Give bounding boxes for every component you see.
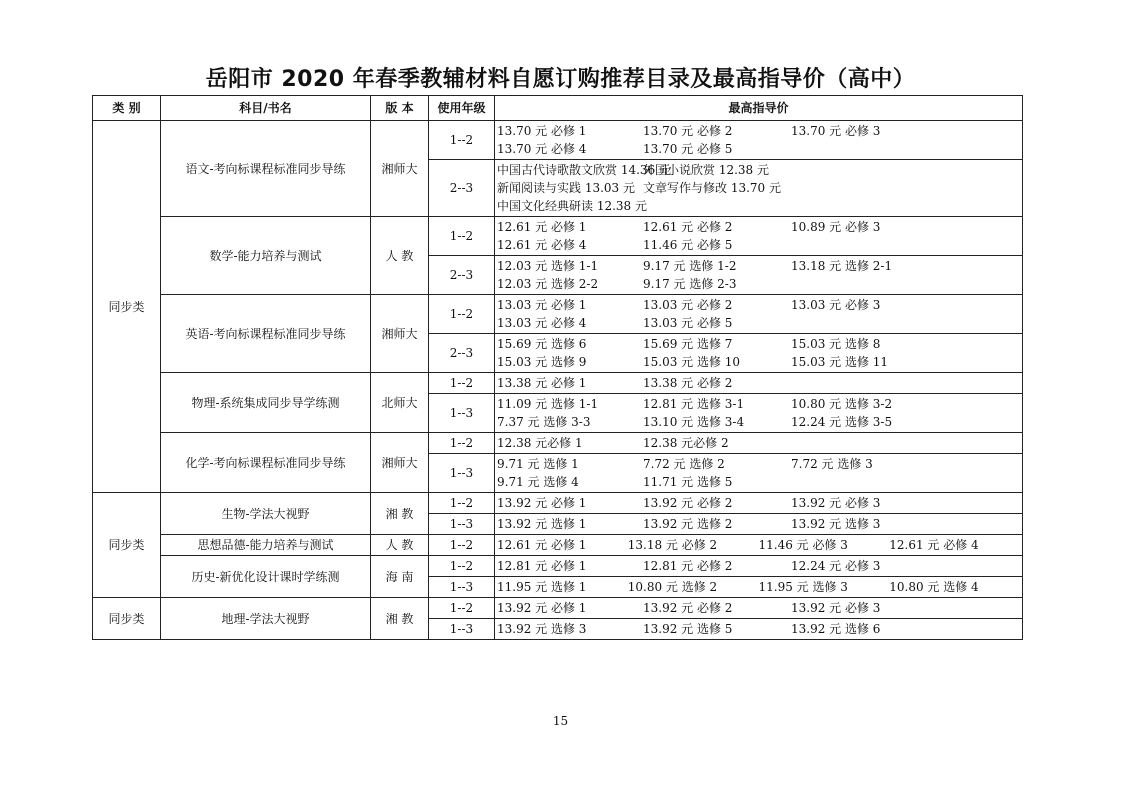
header-subject: 科目/书名 — [161, 96, 371, 121]
price-cell — [495, 334, 1023, 373]
category-cell: 同步类 — [93, 493, 161, 598]
price-item: 13.92 元 必修 3 — [791, 496, 881, 510]
price-item: 13.03 元 必修 1 — [497, 298, 587, 312]
price-item: 12.61 元 必修 1 — [497, 538, 587, 552]
subject-cell: 数学-能力培养与测试 — [161, 217, 371, 295]
edition-cell: 人 教 — [371, 535, 429, 556]
price-line — [497, 236, 1020, 254]
page-title: 岳阳市 2020 年春季教辅材料自愿订购推荐目录及最高指导价（高中） — [205, 67, 916, 92]
grade-cell: 1--3 — [429, 394, 495, 433]
price-item: 13.70 元 必修 2 — [643, 124, 733, 138]
price-item: 13.70 元 必修 3 — [791, 124, 881, 138]
edition-cell: 湘 教 — [371, 598, 429, 640]
price-line — [497, 197, 1020, 215]
grade-cell: 1--2 — [429, 598, 495, 619]
price-item: 10.80 元 选修 3-2 — [791, 397, 893, 411]
price-item: 新闻阅读与实践 13.03 元 — [497, 181, 635, 195]
price-item: 12.61 元 必修 4 — [497, 238, 587, 252]
price-item: 13.18 元 选修 2-1 — [791, 259, 893, 273]
price-item: 9.71 元 选修 4 — [497, 475, 579, 489]
price-line — [497, 257, 1020, 275]
price-item: 13.03 元 必修 4 — [497, 316, 587, 330]
price-line — [497, 455, 1020, 473]
edition-cell: 湘师大 — [371, 295, 429, 373]
price-item: 13.92 元 必修 1 — [497, 601, 587, 615]
price-item: 12.24 元 选修 3-5 — [791, 415, 893, 429]
price-item: 11.95 元 选修 1 — [497, 580, 587, 594]
price-cell — [495, 535, 1023, 556]
header-edition: 版 本 — [371, 96, 429, 121]
price-cell — [495, 454, 1023, 493]
price-item: 7.72 元 选修 3 — [791, 457, 873, 471]
subject-cell: 物理-系统集成同步导学练测 — [161, 373, 371, 433]
price-item: 11.46 元 必修 5 — [643, 238, 733, 252]
page-number: 15 — [552, 714, 569, 728]
grade-cell: 2--3 — [429, 160, 495, 217]
price-item: 13.92 元 选修 1 — [497, 517, 587, 531]
price-line — [497, 140, 1020, 158]
price-cell — [495, 493, 1023, 514]
price-item: 13.38 元 必修 2 — [643, 376, 733, 390]
edition-cell: 湘师大 — [371, 433, 429, 493]
price-cell — [495, 598, 1023, 619]
price-item: 12.61 元 必修 1 — [497, 220, 587, 234]
price-line — [497, 275, 1020, 293]
subject-cell: 语文-考向标课程标准同步导练 — [161, 121, 371, 217]
edition-cell: 湘师大 — [371, 121, 429, 217]
price-item: 7.72 元 选修 2 — [643, 457, 725, 471]
price-line — [497, 218, 1020, 236]
table-row — [93, 433, 1023, 454]
price-line — [497, 161, 1020, 179]
table-row — [93, 493, 1023, 514]
price-line — [497, 515, 1020, 533]
price-item: 10.89 元 必修 3 — [791, 220, 881, 234]
grade-cell: 1--2 — [429, 295, 495, 334]
price-cell — [495, 577, 1023, 598]
price-cell — [495, 619, 1023, 640]
price-cell — [495, 556, 1023, 577]
price-item: 13.92 元 必修 3 — [791, 601, 881, 615]
price-item: 13.70 元 必修 5 — [643, 142, 733, 156]
price-line — [497, 122, 1020, 140]
subject-cell: 生物-学法大视野 — [161, 493, 371, 535]
price-cell — [495, 514, 1023, 535]
price-item: 12.61 元 必修 2 — [643, 220, 733, 234]
price-item: 13.92 元 选修 2 — [643, 517, 733, 531]
price-line — [497, 335, 1020, 353]
price-line — [497, 494, 1020, 512]
price-item: 13.03 元 必修 2 — [643, 298, 733, 312]
price-item: 15.69 元 选修 7 — [643, 337, 733, 351]
price-item: 12.81 元 必修 2 — [643, 559, 733, 573]
price-cell — [495, 217, 1023, 256]
price-item: 12.24 元 必修 3 — [791, 559, 881, 573]
price-item: 13.92 元 选修 5 — [643, 622, 733, 636]
price-line — [497, 599, 1020, 617]
table-row — [93, 535, 1023, 556]
grade-cell: 1--2 — [429, 217, 495, 256]
table-header-row — [93, 96, 1023, 121]
subject-cell: 地理-学法大视野 — [161, 598, 371, 640]
price-item: 13.38 元 必修 1 — [497, 376, 587, 390]
edition-cell: 北师大 — [371, 373, 429, 433]
price-cell — [495, 394, 1023, 433]
price-cell — [495, 373, 1023, 394]
price-item: 15.69 元 选修 6 — [497, 337, 587, 351]
price-item: 13.92 元 必修 2 — [643, 601, 733, 615]
price-cell — [495, 121, 1023, 160]
price-item: 12.38 元必修 1 — [497, 436, 583, 450]
header-category: 类 别 — [93, 96, 161, 121]
grade-cell: 1--3 — [429, 577, 495, 598]
price-cell — [495, 433, 1023, 454]
price-table — [92, 95, 1023, 640]
price-line — [497, 473, 1020, 491]
price-item: 9.17 元 选修 2-3 — [643, 277, 737, 291]
price-item: 10.80 元 选修 2 — [627, 580, 718, 594]
price-item: 外国小说欣赏 12.38 元 — [643, 163, 769, 177]
price-cell — [495, 256, 1023, 295]
price-item: 11.46 元 必修 3 — [758, 538, 848, 552]
price-item: 10.80 元 选修 4 — [889, 580, 979, 594]
price-line — [497, 578, 1020, 596]
grade-cell: 1--2 — [429, 121, 495, 160]
subject-cell: 化学-考向标课程标准同步导练 — [161, 433, 371, 493]
price-item: 9.17 元 选修 1-2 — [643, 259, 737, 273]
price-item: 11.09 元 选修 1-1 — [497, 397, 599, 411]
price-item: 13.92 元 选修 3 — [497, 622, 587, 636]
price-item: 9.71 元 选修 1 — [497, 457, 579, 471]
price-item: 13.03 元 必修 3 — [791, 298, 881, 312]
price-line — [497, 179, 1020, 197]
price-line — [497, 296, 1020, 314]
grade-cell: 2--3 — [429, 334, 495, 373]
price-item: 15.03 元 选修 9 — [497, 355, 587, 369]
price-cell — [495, 160, 1023, 217]
price-item: 13.10 元 选修 3-4 — [643, 415, 745, 429]
table-row — [93, 217, 1023, 256]
grade-cell: 1--2 — [429, 556, 495, 577]
category-cell: 同步类 — [93, 598, 161, 640]
price-line — [497, 536, 1020, 554]
price-item: 11.71 元 选修 5 — [643, 475, 733, 489]
grade-cell: 1--2 — [429, 535, 495, 556]
table-row — [93, 556, 1023, 577]
price-item: 15.03 元 选修 8 — [791, 337, 881, 351]
edition-cell: 湘 教 — [371, 493, 429, 535]
price-item: 12.38 元必修 2 — [643, 436, 729, 450]
table-row — [93, 121, 1023, 160]
table-body — [93, 121, 1023, 640]
price-item: 13.18 元 必修 2 — [627, 538, 718, 552]
price-line — [497, 434, 1020, 452]
price-item: 13.03 元 必修 5 — [643, 316, 733, 330]
price-item: 13.92 元 必修 2 — [643, 496, 733, 510]
price-item: 12.03 元 选修 1-1 — [497, 259, 599, 273]
table-row — [93, 373, 1023, 394]
price-item: 11.95 元 选修 3 — [758, 580, 848, 594]
grade-cell: 1--2 — [429, 433, 495, 454]
header-grade: 使用年级 — [429, 96, 495, 121]
price-cell — [495, 295, 1023, 334]
price-item: 13.92 元 选修 6 — [791, 622, 881, 636]
price-item: 15.03 元 选修 11 — [791, 355, 889, 369]
grade-cell: 2--3 — [429, 256, 495, 295]
table-row — [93, 598, 1023, 619]
price-line — [497, 314, 1020, 332]
price-item: 文章写作与修改 13.70 元 — [643, 181, 781, 195]
price-item: 15.03 元 选修 10 — [643, 355, 741, 369]
price-line — [497, 353, 1020, 371]
price-line — [497, 620, 1020, 638]
price-item: 12.81 元 必修 1 — [497, 559, 587, 573]
price-line — [497, 395, 1020, 413]
price-item: 13.92 元 选修 3 — [791, 517, 881, 531]
grade-cell: 1--2 — [429, 373, 495, 394]
price-item: 7.37 元 选修 3-3 — [497, 415, 591, 429]
price-line — [497, 374, 1020, 392]
price-line — [497, 557, 1020, 575]
grade-cell: 1--3 — [429, 454, 495, 493]
category-cell: 同步类 — [93, 121, 161, 493]
grade-cell: 1--3 — [429, 514, 495, 535]
price-item: 中国古代诗歌散文欣赏 14.36 元 — [497, 163, 671, 177]
subject-cell: 历史-新优化设计课时学练测 — [161, 556, 371, 598]
price-item: 13.92 元 必修 1 — [497, 496, 587, 510]
grade-cell: 1--2 — [429, 493, 495, 514]
subject-cell: 思想品德-能力培养与测试 — [161, 535, 371, 556]
price-item: 12.03 元 选修 2-2 — [497, 277, 599, 291]
edition-cell: 海 南 — [371, 556, 429, 598]
price-item: 12.61 元 必修 4 — [889, 538, 979, 552]
price-item: 13.70 元 必修 4 — [497, 142, 587, 156]
price-item: 中国文化经典研读 12.38 元 — [497, 199, 647, 213]
price-item: 13.70 元 必修 1 — [497, 124, 587, 138]
edition-cell: 人 教 — [371, 217, 429, 295]
table-row — [93, 295, 1023, 334]
price-line — [497, 413, 1020, 431]
grade-cell: 1--3 — [429, 619, 495, 640]
subject-cell: 英语-考向标课程标准同步导练 — [161, 295, 371, 373]
price-item: 12.81 元 选修 3-1 — [643, 397, 745, 411]
header-price: 最高指导价 — [495, 96, 1023, 121]
